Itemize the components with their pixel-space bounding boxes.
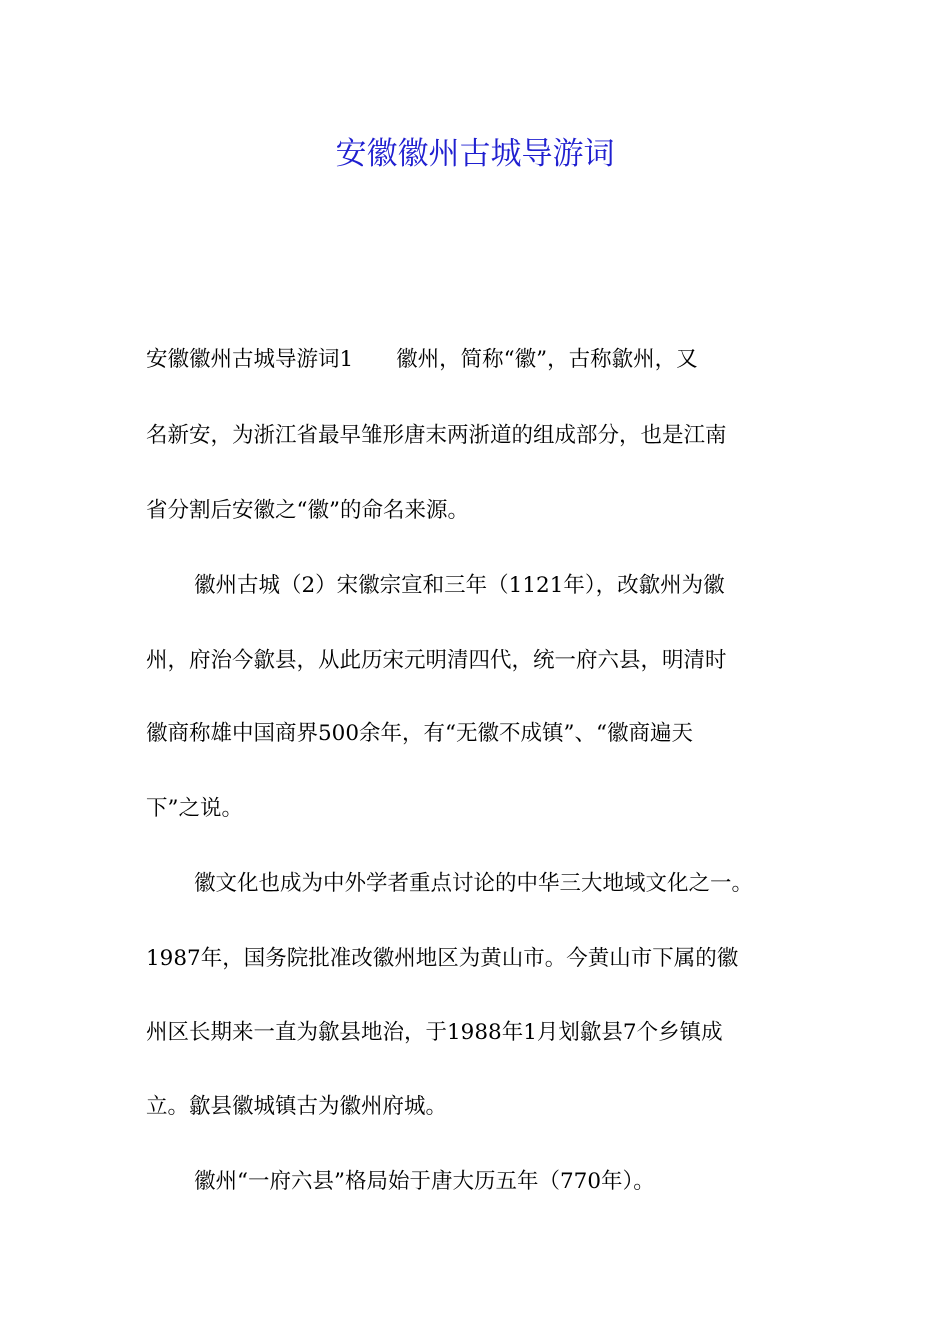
body-line-12: 徽州“一府六县”格局始于唐大历五年（770年）。 [194,1169,655,1194]
body-line-6: 徽商称雄中国商界500余年，有“无徽不成镇”、“徽商遍天 [146,721,694,746]
body-line-5: 州，府治今歙县，从此历宋元明清四代，统一府六县，明清时 [146,648,727,673]
body-line-1: 安徽徽州古城导游词1 徽州，简称“徽”，古称歙州，又 [146,347,698,372]
body-line-7: 下”之说。 [146,796,243,821]
body-line-4: 徽州古城（2）宋徽宗宣和三年（1121年），改歙州为徽 [194,573,725,598]
body-line-2: 名新安，为浙江省最早雏形唐末两浙道的组成部分，也是江南 [146,423,727,448]
body-line-9: 1987年，国务院批准改徽州地区为黄山市。今黄山市下属的徽 [146,946,739,971]
body-line-10: 州区长期来一直为歙县地治，于1988年1月划歙县7个乡镇成 [146,1020,723,1045]
document-title: 安徽徽州古城导游词 [335,136,615,172]
body-line-11: 立。歙县徽城镇古为徽州府城。 [146,1094,448,1119]
body-line-3: 省分割后安徽之“徽”的命名来源。 [146,498,469,523]
body-line-8: 徽文化也成为中外学者重点讨论的中华三大地域文化之一。 [194,871,754,896]
